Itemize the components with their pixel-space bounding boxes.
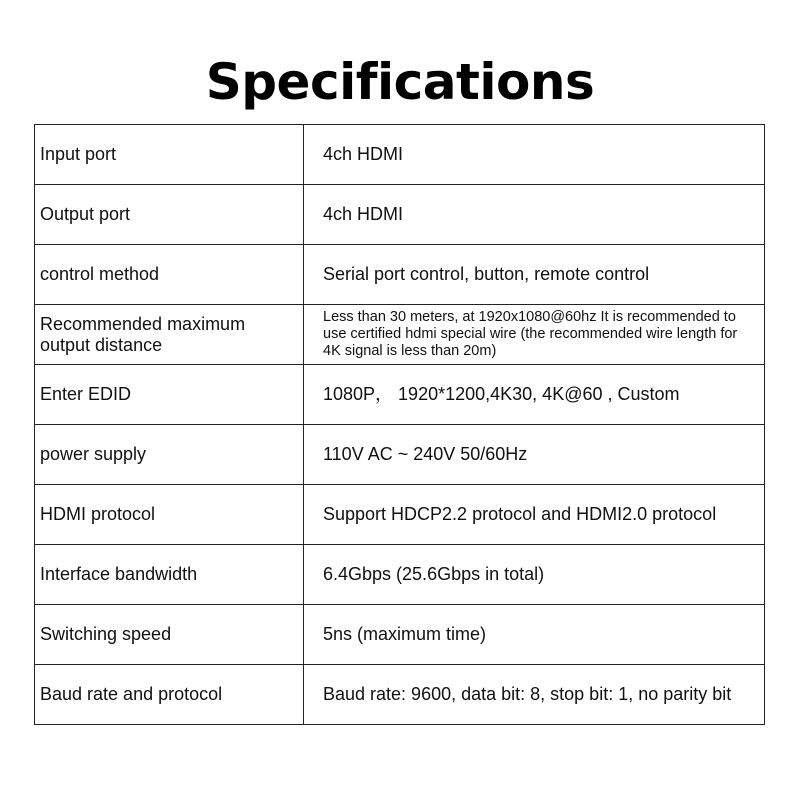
table-row [35, 245, 765, 305]
table-row [35, 365, 765, 425]
spec-label: Interface bandwidth [35, 545, 304, 605]
spec-value: Serial port control, button, remote control [304, 245, 765, 305]
spec-label: HDMI protocol [35, 485, 304, 545]
spec-value: 6.4Gbps (25.6Gbps in total) [304, 545, 765, 605]
table-row [35, 665, 765, 725]
spec-label: Enter EDID [35, 365, 304, 425]
spec-label: Switching speed [35, 605, 304, 665]
spec-value: 5ns (maximum time) [304, 605, 765, 665]
spec-label: Input port [35, 125, 304, 185]
specifications-table [34, 124, 765, 725]
table-row [35, 485, 765, 545]
spec-value: 1080P， 1920*1200,4K30, 4K@60 , Custom [304, 365, 765, 425]
table-row [35, 125, 765, 185]
spec-label: power supply [35, 425, 304, 485]
spec-label: control method [35, 245, 304, 305]
spec-value: 4ch HDMI [304, 185, 765, 245]
table-row [35, 185, 765, 245]
spec-label: Baud rate and protocol [35, 665, 304, 725]
table-row [35, 545, 765, 605]
spec-label: Recommended maximum output distance [35, 305, 304, 365]
spec-value: Baud rate: 9600, data bit: 8, stop bit: 1, no parity bit [304, 665, 765, 725]
spec-value: 110V AC ~ 240V 50/60Hz [304, 425, 765, 485]
table-row [35, 305, 765, 365]
table-row [35, 605, 765, 665]
spec-value: Support HDCP2.2 protocol and HDMI2.0 protocol [304, 485, 765, 545]
page-title: Specifications [205, 53, 595, 111]
table-row [35, 425, 765, 485]
spec-value: 4ch HDMI [304, 125, 765, 185]
spec-value: Less than 30 meters, at 1920x1080@60hz It is recommended to use certified hdmi special wire (the recommended wire length for 4K signal is less than 20m) [304, 305, 765, 365]
spec-label: Output port [35, 185, 304, 245]
